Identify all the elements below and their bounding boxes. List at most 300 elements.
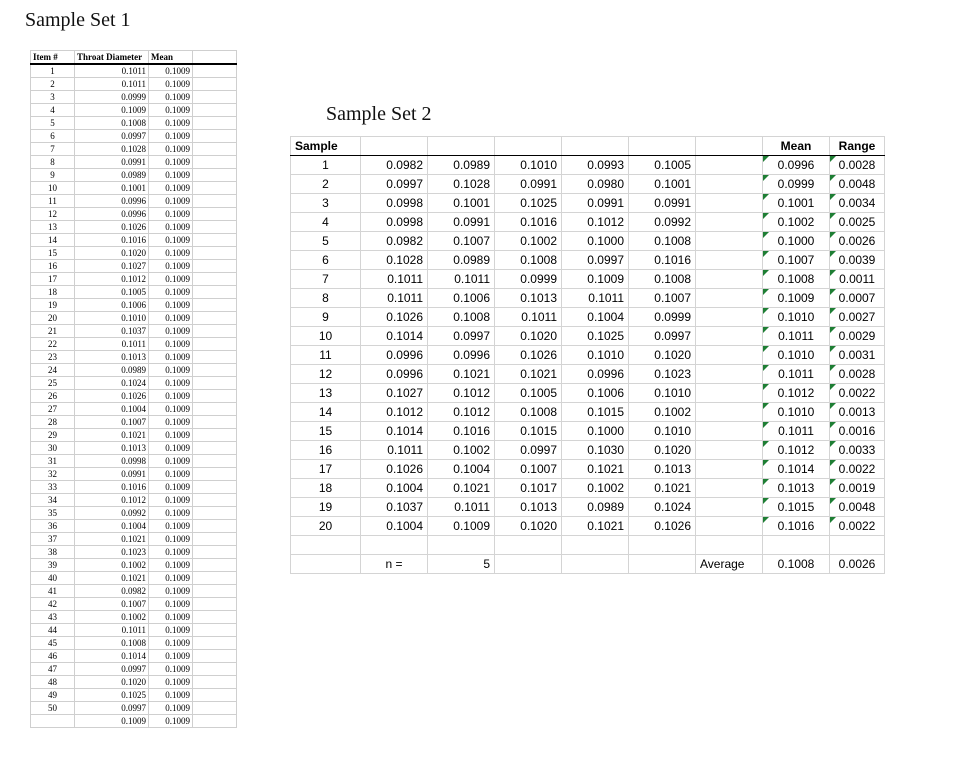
item-number-cell[interactable]: 43 (31, 611, 75, 624)
measurement-cell[interactable]: 0.1021 (562, 460, 629, 479)
empty-cell[interactable] (193, 91, 237, 104)
measurement-cell[interactable]: 0.1016 (428, 422, 495, 441)
empty-cell[interactable] (193, 455, 237, 468)
throat-diameter-cell[interactable]: 0.1011 (75, 64, 149, 78)
empty-cell[interactable] (193, 585, 237, 598)
empty-cell[interactable] (193, 507, 237, 520)
measurement-cell[interactable]: 0.1002 (629, 403, 696, 422)
measurement-cell[interactable]: 0.0996 (361, 346, 428, 365)
mean-cell[interactable]: 0.1009 (149, 416, 193, 429)
sample-number-cell[interactable]: 4 (291, 213, 361, 232)
range-cell[interactable]: 0.0028 (830, 365, 885, 384)
mean-cell[interactable]: 0.1009 (149, 130, 193, 143)
measurement-cell[interactable]: 0.1012 (562, 213, 629, 232)
sample-number-cell[interactable]: 1 (291, 156, 361, 175)
mean-cell[interactable]: 0.1009 (149, 273, 193, 286)
measurement-cell[interactable]: 0.1002 (495, 232, 562, 251)
measurement-cell[interactable]: 0.1011 (495, 308, 562, 327)
range-cell[interactable]: 0.0025 (830, 213, 885, 232)
measurement-cell[interactable]: 0.1012 (428, 384, 495, 403)
throat-diameter-cell[interactable]: 0.1016 (75, 481, 149, 494)
empty-cell[interactable] (193, 143, 237, 156)
mean-cell[interactable]: 0.1009 (149, 676, 193, 689)
mean-cell[interactable]: 0.1009 (149, 64, 193, 78)
empty-cell[interactable] (696, 327, 763, 346)
item-number-cell[interactable]: 45 (31, 637, 75, 650)
empty-cell[interactable] (193, 676, 237, 689)
header-empty[interactable] (193, 51, 237, 65)
measurement-cell[interactable]: 0.1010 (495, 156, 562, 175)
mean-cell[interactable]: 0.1010 (763, 308, 830, 327)
throat-diameter-cell[interactable]: 0.1008 (75, 117, 149, 130)
measurement-cell[interactable]: 0.1008 (428, 308, 495, 327)
item-number-cell[interactable]: 34 (31, 494, 75, 507)
item-number-cell[interactable]: 4 (31, 104, 75, 117)
mean-cell[interactable]: 0.1009 (149, 689, 193, 702)
throat-diameter-cell[interactable]: 0.0989 (75, 169, 149, 182)
measurement-cell[interactable]: 0.1015 (562, 403, 629, 422)
throat-diameter-cell[interactable]: 0.1021 (75, 429, 149, 442)
measurement-cell[interactable]: 0.1008 (495, 403, 562, 422)
measurement-cell[interactable]: 0.1009 (428, 517, 495, 536)
empty-cell[interactable] (696, 194, 763, 213)
sample-number-cell[interactable]: 5 (291, 232, 361, 251)
empty-cell[interactable] (193, 273, 237, 286)
measurement-cell[interactable]: 0.1025 (495, 194, 562, 213)
mean-cell[interactable]: 0.1009 (149, 104, 193, 117)
mean-cell[interactable]: 0.1009 (149, 403, 193, 416)
measurement-cell[interactable]: 0.1012 (428, 403, 495, 422)
measurement-cell[interactable]: 0.1001 (629, 175, 696, 194)
sample-number-cell[interactable]: 15 (291, 422, 361, 441)
item-number-cell[interactable]: 37 (31, 533, 75, 546)
empty-cell[interactable] (193, 338, 237, 351)
throat-diameter-cell[interactable]: 0.0991 (75, 468, 149, 481)
item-number-cell[interactable]: 24 (31, 364, 75, 377)
mean-cell[interactable]: 0.1009 (149, 91, 193, 104)
item-number-cell[interactable]: 33 (31, 481, 75, 494)
throat-diameter-cell[interactable]: 0.1027 (75, 260, 149, 273)
measurement-cell[interactable]: 0.1008 (495, 251, 562, 270)
empty-cell[interactable] (193, 260, 237, 273)
throat-diameter-cell[interactable]: 0.1011 (75, 624, 149, 637)
item-number-cell[interactable]: 42 (31, 598, 75, 611)
range-cell[interactable]: 0.0013 (830, 403, 885, 422)
throat-diameter-cell[interactable]: 0.1001 (75, 182, 149, 195)
mean-cell[interactable]: 0.1009 (149, 507, 193, 520)
mean-cell[interactable]: 0.1009 (149, 247, 193, 260)
mean-cell[interactable]: 0.1009 (149, 637, 193, 650)
throat-diameter-cell[interactable]: 0.1028 (75, 143, 149, 156)
mean-cell[interactable]: 0.1012 (763, 441, 830, 460)
measurement-cell[interactable]: 0.0997 (361, 175, 428, 194)
mean-cell[interactable]: 0.1000 (763, 232, 830, 251)
sample-number-cell[interactable]: 20 (291, 517, 361, 536)
measurement-cell[interactable]: 0.1005 (495, 384, 562, 403)
empty-cell[interactable] (193, 416, 237, 429)
empty-cell[interactable] (696, 308, 763, 327)
mean-cell[interactable]: 0.1009 (149, 143, 193, 156)
range-cell[interactable]: 0.0011 (830, 270, 885, 289)
mean-cell[interactable]: 0.1009 (149, 195, 193, 208)
item-number-cell[interactable]: 6 (31, 130, 75, 143)
measurement-cell[interactable]: 0.1007 (428, 232, 495, 251)
throat-diameter-cell[interactable]: 0.0996 (75, 195, 149, 208)
empty-cell[interactable] (193, 468, 237, 481)
item-number-cell[interactable]: 31 (31, 455, 75, 468)
sample-number-cell[interactable]: 17 (291, 460, 361, 479)
measurement-cell[interactable]: 0.0997 (428, 327, 495, 346)
empty-cell[interactable] (193, 624, 237, 637)
empty-cell[interactable] (696, 422, 763, 441)
measurement-cell[interactable]: 0.1004 (562, 308, 629, 327)
sample-number-cell[interactable]: 6 (291, 251, 361, 270)
empty-cell[interactable] (696, 346, 763, 365)
header-mean[interactable]: Mean (763, 137, 830, 156)
empty-cell[interactable] (696, 517, 763, 536)
throat-diameter-cell[interactable]: 0.1020 (75, 247, 149, 260)
item-number-cell[interactable]: 18 (31, 286, 75, 299)
mean-cell[interactable]: 0.1016 (763, 517, 830, 536)
mean-cell[interactable]: 0.1010 (763, 346, 830, 365)
measurement-cell[interactable]: 0.0982 (361, 232, 428, 251)
empty-cell[interactable] (193, 78, 237, 91)
mean-cell[interactable]: 0.1011 (763, 365, 830, 384)
measurement-cell[interactable]: 0.1002 (562, 479, 629, 498)
measurement-cell[interactable]: 0.1013 (495, 498, 562, 517)
empty-cell[interactable] (193, 715, 237, 728)
empty-cell[interactable] (193, 364, 237, 377)
empty-cell[interactable] (696, 441, 763, 460)
measurement-cell[interactable]: 0.1004 (361, 517, 428, 536)
mean-cell[interactable]: 0.1009 (149, 208, 193, 221)
throat-diameter-cell[interactable]: 0.1023 (75, 546, 149, 559)
empty-cell[interactable] (696, 232, 763, 251)
sample-number-cell[interactable]: 12 (291, 365, 361, 384)
mean-cell[interactable]: 0.1009 (149, 468, 193, 481)
header-empty[interactable] (428, 137, 495, 156)
item-number-cell[interactable]: 27 (31, 403, 75, 416)
throat-diameter-cell[interactable]: 0.1025 (75, 689, 149, 702)
item-number-cell[interactable]: 2 (31, 78, 75, 91)
mean-cell[interactable]: 0.1009 (149, 286, 193, 299)
empty-cell[interactable] (193, 403, 237, 416)
sample-number-cell[interactable]: 14 (291, 403, 361, 422)
measurement-cell[interactable]: 0.0996 (562, 365, 629, 384)
item-number-cell[interactable]: 16 (31, 260, 75, 273)
throat-diameter-cell[interactable]: 0.1014 (75, 650, 149, 663)
mean-cell[interactable]: 0.1009 (149, 156, 193, 169)
throat-diameter-cell[interactable]: 0.1004 (75, 520, 149, 533)
measurement-cell[interactable]: 0.1025 (562, 327, 629, 346)
measurement-cell[interactable]: 0.1021 (428, 479, 495, 498)
empty-cell[interactable] (696, 270, 763, 289)
throat-diameter-cell[interactable]: 0.0991 (75, 156, 149, 169)
item-number-cell[interactable]: 14 (31, 234, 75, 247)
mean-cell[interactable]: 0.1009 (149, 364, 193, 377)
measurement-cell[interactable]: 0.1020 (629, 441, 696, 460)
range-cell[interactable]: 0.0022 (830, 517, 885, 536)
throat-diameter-cell[interactable]: 0.1021 (75, 533, 149, 546)
empty-cell[interactable] (193, 572, 237, 585)
throat-diameter-cell[interactable]: 0.1013 (75, 351, 149, 364)
average-mean[interactable]: 0.1008 (763, 555, 830, 574)
item-number-cell[interactable]: 3 (31, 91, 75, 104)
range-cell[interactable]: 0.0026 (830, 232, 885, 251)
mean-cell[interactable]: 0.0996 (763, 156, 830, 175)
empty-cell[interactable] (193, 169, 237, 182)
item-number-cell[interactable]: 17 (31, 273, 75, 286)
item-number-cell[interactable]: 10 (31, 182, 75, 195)
throat-diameter-cell[interactable]: 0.1016 (75, 234, 149, 247)
measurement-cell[interactable]: 0.1037 (361, 498, 428, 517)
empty-cell[interactable] (696, 213, 763, 232)
measurement-cell[interactable]: 0.1011 (428, 498, 495, 517)
mean-cell[interactable]: 0.1009 (149, 598, 193, 611)
throat-diameter-cell[interactable]: 0.1037 (75, 325, 149, 338)
empty-cell[interactable] (193, 156, 237, 169)
sample-number-cell[interactable]: 18 (291, 479, 361, 498)
mean-cell[interactable]: 0.1015 (763, 498, 830, 517)
mean-cell[interactable]: 0.1009 (149, 299, 193, 312)
mean-cell[interactable]: 0.1009 (149, 312, 193, 325)
mean-cell[interactable]: 0.1011 (763, 422, 830, 441)
item-number-cell[interactable]: 15 (31, 247, 75, 260)
empty-cell[interactable] (696, 289, 763, 308)
empty-cell[interactable] (696, 479, 763, 498)
empty-cell[interactable] (696, 498, 763, 517)
measurement-cell[interactable]: 0.1004 (361, 479, 428, 498)
throat-diameter-cell[interactable]: 0.1002 (75, 611, 149, 624)
sample-number-cell[interactable]: 13 (291, 384, 361, 403)
item-number-cell[interactable]: 26 (31, 390, 75, 403)
empty-cell[interactable] (696, 384, 763, 403)
mean-cell[interactable]: 0.1009 (149, 520, 193, 533)
measurement-cell[interactable]: 0.1010 (562, 346, 629, 365)
measurement-cell[interactable]: 0.1026 (361, 460, 428, 479)
empty-cell[interactable] (193, 182, 237, 195)
sample-number-cell[interactable]: 10 (291, 327, 361, 346)
empty-cell[interactable] (193, 104, 237, 117)
mean-cell[interactable]: 0.1014 (763, 460, 830, 479)
mean-cell[interactable]: 0.1009 (149, 494, 193, 507)
measurement-cell[interactable]: 0.1012 (361, 403, 428, 422)
mean-cell[interactable]: 0.1009 (149, 455, 193, 468)
range-cell[interactable]: 0.0048 (830, 498, 885, 517)
item-number-cell[interactable]: 20 (31, 312, 75, 325)
mean-cell[interactable]: 0.1009 (149, 221, 193, 234)
range-cell[interactable]: 0.0033 (830, 441, 885, 460)
range-cell[interactable]: 0.0019 (830, 479, 885, 498)
range-cell[interactable]: 0.0022 (830, 460, 885, 479)
mean-cell[interactable]: 0.1002 (763, 213, 830, 232)
empty-cell[interactable] (193, 325, 237, 338)
empty-cell[interactable] (696, 175, 763, 194)
mean-cell[interactable]: 0.1009 (149, 559, 193, 572)
measurement-cell[interactable]: 0.0982 (361, 156, 428, 175)
mean-cell[interactable]: 0.1009 (149, 533, 193, 546)
item-number-cell[interactable]: 23 (31, 351, 75, 364)
empty-cell[interactable] (696, 460, 763, 479)
throat-diameter-cell[interactable]: 0.1007 (75, 598, 149, 611)
throat-diameter-cell[interactable]: 0.1011 (75, 78, 149, 91)
range-cell[interactable]: 0.0048 (830, 175, 885, 194)
throat-diameter-cell[interactable]: 0.1021 (75, 572, 149, 585)
measurement-cell[interactable]: 0.1010 (629, 384, 696, 403)
mean-cell[interactable]: 0.1009 (149, 572, 193, 585)
measurement-cell[interactable]: 0.0998 (361, 213, 428, 232)
measurement-cell[interactable]: 0.0996 (361, 365, 428, 384)
measurement-cell[interactable]: 0.0989 (428, 251, 495, 270)
range-cell[interactable]: 0.0028 (830, 156, 885, 175)
item-number-cell[interactable]: 46 (31, 650, 75, 663)
measurement-cell[interactable]: 0.1006 (562, 384, 629, 403)
measurement-cell[interactable]: 0.1023 (629, 365, 696, 384)
measurement-cell[interactable]: 0.0997 (629, 327, 696, 346)
range-cell[interactable]: 0.0016 (830, 422, 885, 441)
mean-cell[interactable]: 0.1009 (149, 182, 193, 195)
mean-cell[interactable]: 0.1009 (149, 442, 193, 455)
empty-cell[interactable] (193, 208, 237, 221)
average-label[interactable]: Average (696, 555, 763, 574)
empty-cell[interactable] (193, 286, 237, 299)
average-range[interactable]: 0.0026 (830, 555, 885, 574)
throat-diameter-cell[interactable]: 0.1004 (75, 403, 149, 416)
empty-cell[interactable] (193, 442, 237, 455)
mean-cell[interactable]: 0.1009 (763, 289, 830, 308)
mean-cell[interactable]: 0.1009 (149, 585, 193, 598)
empty-cell[interactable] (193, 689, 237, 702)
empty-cell[interactable] (193, 195, 237, 208)
measurement-cell[interactable]: 0.1008 (629, 232, 696, 251)
measurement-cell[interactable]: 0.1005 (629, 156, 696, 175)
measurement-cell[interactable]: 0.0991 (428, 213, 495, 232)
mean-cell[interactable]: 0.1013 (763, 479, 830, 498)
measurement-cell[interactable]: 0.1000 (562, 232, 629, 251)
throat-diameter-cell[interactable]: 0.1007 (75, 416, 149, 429)
throat-diameter-cell[interactable]: 0.1012 (75, 273, 149, 286)
measurement-cell[interactable]: 0.1026 (629, 517, 696, 536)
measurement-cell[interactable]: 0.1008 (629, 270, 696, 289)
measurement-cell[interactable]: 0.1020 (629, 346, 696, 365)
range-cell[interactable]: 0.0039 (830, 251, 885, 270)
n-value[interactable]: 5 (428, 555, 495, 574)
range-cell[interactable]: 0.0034 (830, 194, 885, 213)
range-cell[interactable]: 0.0022 (830, 384, 885, 403)
throat-diameter-cell[interactable]: 0.1009 (75, 715, 149, 728)
measurement-cell[interactable]: 0.1011 (428, 270, 495, 289)
empty-cell[interactable] (193, 390, 237, 403)
throat-diameter-cell[interactable]: 0.1010 (75, 312, 149, 325)
sample-number-cell[interactable]: 3 (291, 194, 361, 213)
throat-diameter-cell[interactable]: 0.1005 (75, 286, 149, 299)
header-throat-diameter[interactable]: Throat Diameter (75, 51, 149, 65)
measurement-cell[interactable]: 0.1015 (495, 422, 562, 441)
header-sample[interactable]: Sample (291, 137, 361, 156)
sample-number-cell[interactable]: 7 (291, 270, 361, 289)
measurement-cell[interactable]: 0.1004 (428, 460, 495, 479)
measurement-cell[interactable]: 0.0991 (495, 175, 562, 194)
measurement-cell[interactable]: 0.1016 (495, 213, 562, 232)
measurement-cell[interactable]: 0.1021 (495, 365, 562, 384)
item-number-cell[interactable]: 39 (31, 559, 75, 572)
throat-diameter-cell[interactable]: 0.0996 (75, 208, 149, 221)
empty-cell[interactable] (193, 117, 237, 130)
empty-cell[interactable] (696, 156, 763, 175)
mean-cell[interactable]: 0.1011 (763, 327, 830, 346)
range-cell[interactable]: 0.0031 (830, 346, 885, 365)
item-number-cell[interactable]: 11 (31, 195, 75, 208)
empty-cell[interactable] (193, 637, 237, 650)
mean-cell[interactable]: 0.1009 (149, 117, 193, 130)
mean-cell[interactable]: 0.1009 (149, 546, 193, 559)
sample-number-cell[interactable]: 9 (291, 308, 361, 327)
throat-diameter-cell[interactable]: 0.0997 (75, 130, 149, 143)
measurement-cell[interactable]: 0.1007 (629, 289, 696, 308)
item-number-cell[interactable]: 7 (31, 143, 75, 156)
mean-cell[interactable]: 0.1009 (149, 663, 193, 676)
range-cell[interactable]: 0.0007 (830, 289, 885, 308)
sample-number-cell[interactable]: 19 (291, 498, 361, 517)
sample-number-cell[interactable]: 16 (291, 441, 361, 460)
header-item[interactable]: Item # (31, 51, 75, 65)
empty-cell[interactable] (193, 650, 237, 663)
mean-cell[interactable]: 0.1009 (149, 390, 193, 403)
item-number-cell[interactable]: 41 (31, 585, 75, 598)
item-number-cell[interactable]: 32 (31, 468, 75, 481)
item-number-cell[interactable]: 30 (31, 442, 75, 455)
mean-cell[interactable]: 0.1009 (149, 260, 193, 273)
measurement-cell[interactable]: 0.0997 (495, 441, 562, 460)
empty-cell[interactable] (193, 559, 237, 572)
header-range[interactable]: Range (830, 137, 885, 156)
measurement-cell[interactable]: 0.1013 (495, 289, 562, 308)
measurement-cell[interactable]: 0.1011 (361, 289, 428, 308)
measurement-cell[interactable]: 0.1014 (361, 327, 428, 346)
empty-cell[interactable] (193, 377, 237, 390)
item-number-cell[interactable]: 1 (31, 64, 75, 78)
empty-cell[interactable] (193, 221, 237, 234)
item-number-cell[interactable]: 5 (31, 117, 75, 130)
measurement-cell[interactable]: 0.1016 (629, 251, 696, 270)
item-number-cell[interactable]: 9 (31, 169, 75, 182)
measurement-cell[interactable]: 0.1021 (629, 479, 696, 498)
empty-cell[interactable] (193, 351, 237, 364)
throat-diameter-cell[interactable]: 0.0992 (75, 507, 149, 520)
empty-cell[interactable] (193, 611, 237, 624)
mean-cell[interactable]: 0.1001 (763, 194, 830, 213)
empty-cell[interactable] (193, 312, 237, 325)
throat-diameter-cell[interactable]: 0.1002 (75, 559, 149, 572)
measurement-cell[interactable]: 0.1024 (629, 498, 696, 517)
measurement-cell[interactable]: 0.0989 (428, 156, 495, 175)
item-number-cell[interactable]: 36 (31, 520, 75, 533)
measurement-cell[interactable]: 0.0996 (428, 346, 495, 365)
empty-cell[interactable] (193, 64, 237, 78)
mean-cell[interactable]: 0.1009 (149, 325, 193, 338)
measurement-cell[interactable]: 0.1028 (428, 175, 495, 194)
measurement-cell[interactable]: 0.0999 (495, 270, 562, 289)
mean-cell[interactable]: 0.1009 (149, 702, 193, 715)
item-number-cell[interactable]: 35 (31, 507, 75, 520)
item-number-cell[interactable]: 47 (31, 663, 75, 676)
measurement-cell[interactable]: 0.1011 (361, 270, 428, 289)
measurement-cell[interactable]: 0.1030 (562, 441, 629, 460)
measurement-cell[interactable]: 0.0991 (629, 194, 696, 213)
mean-cell[interactable]: 0.1009 (149, 169, 193, 182)
item-number-cell[interactable]: 13 (31, 221, 75, 234)
empty-cell[interactable] (193, 663, 237, 676)
